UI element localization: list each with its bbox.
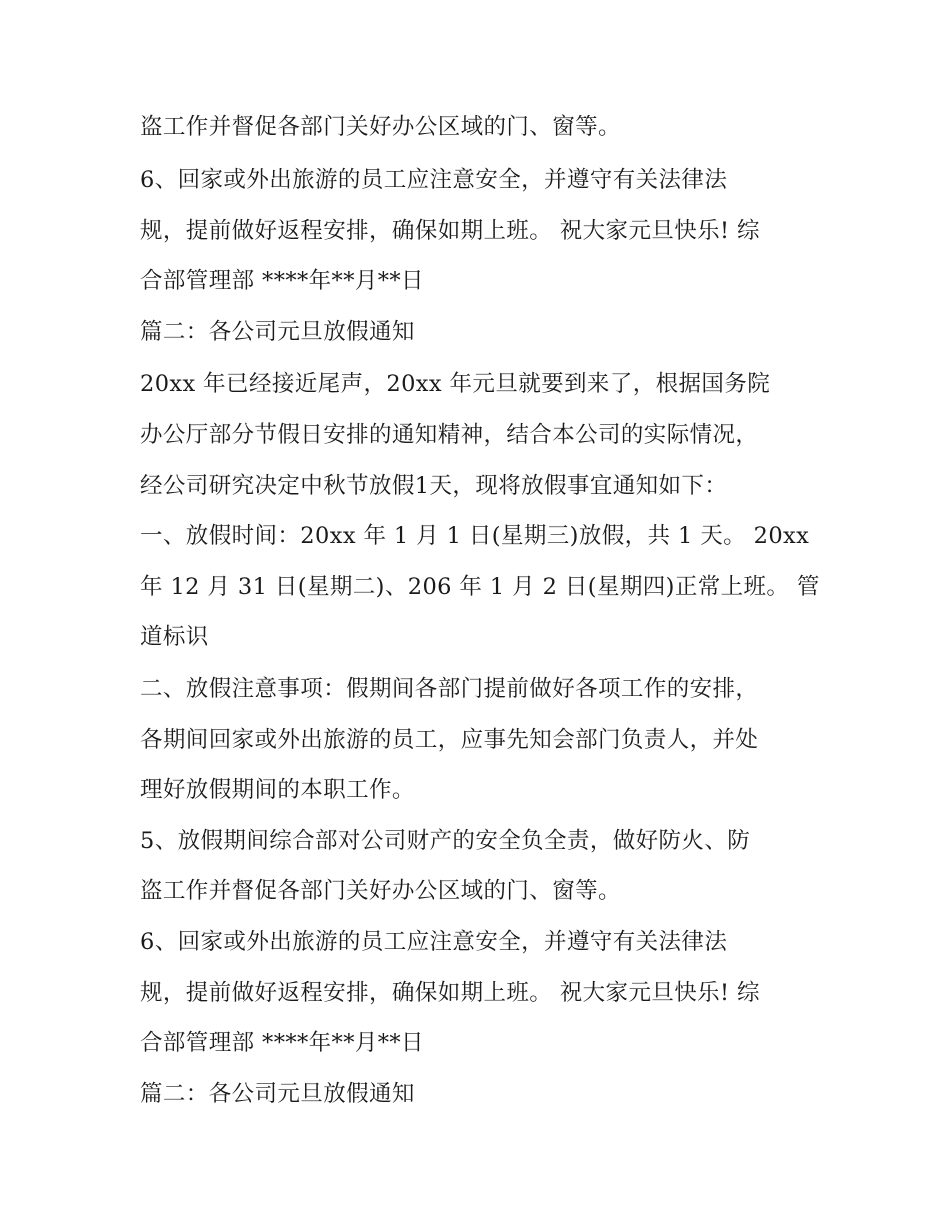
text-line: 盗工作并督促各部门关好办公区域的门、窗等。 [140,878,621,904]
text-line: 6、回家或外出旅游的员工应注意安全，并遵守有关法律法 [140,929,728,955]
section-heading: 篇二：各公司元旦放假通知 [140,319,415,345]
text-line: 道标识 [140,624,209,650]
text-line: 盗工作并督促各部门关好办公区域的门、窗等。 [140,114,621,140]
text-line: 规，提前做好返程安排，确保如期上班。 祝大家元旦快乐! 综 [140,218,760,244]
text-line: 各期间回家或外出旅游的员工，应事先知会部门负责人，并处 [140,727,759,753]
text-line: 合部管理部 ****年**月**日 [140,268,424,294]
text-line: 理好放假期间的本职工作。 [140,777,415,803]
text-line: 合部管理部 ****年**月**日 [140,1030,424,1056]
text-line: 20xx 年已经接近尾声，20xx 年元旦就要到来了，根据国务院 [140,371,771,397]
text-line: 办公厅部分节假日安排的通知精神，结合本公司的实际情况， [140,422,759,448]
text-line: 规，提前做好返程安排，确保如期上班。 祝大家元旦快乐! 综 [140,980,760,1006]
text-line: 年 12 月 31 日(星期二)、206 年 1 月 2 日(星期四)正常上班。 管 [140,574,820,600]
section-heading: 篇二：各公司元旦放假通知 [140,1081,415,1107]
text-line: 一、放假时间：20xx 年 1 月 1 日(星期三)放假，共 1 天。 20xx [140,523,810,549]
text-line: 5、放假期间综合部对公司财产的安全负全责，做好防火、防 [140,828,751,854]
text-line: 二、放假注意事项：假期间各部门提前做好各项工作的安排， [140,676,759,702]
text-line: 6、回家或外出旅游的员工应注意安全，并遵守有关法律法 [140,167,728,193]
text-line: 经公司研究决定中秋节放假1天，现将放假事宜通知如下： [140,473,728,499]
